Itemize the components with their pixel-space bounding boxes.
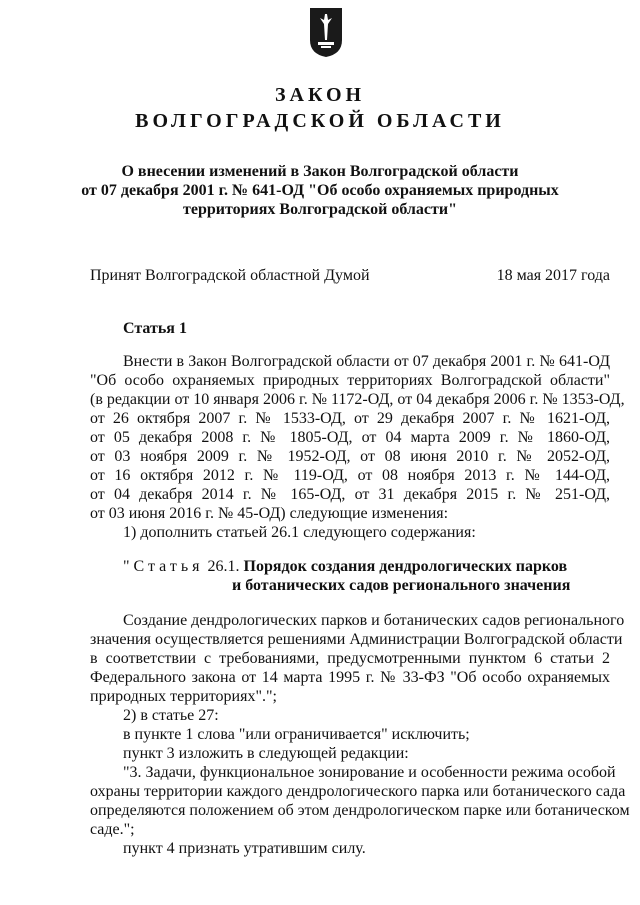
quote-line: определяются положением об этом дендрологическом парке или ботаническом	[90, 802, 630, 819]
paragraph-line: значения осуществляется решениями Администрации Волгоградской области	[90, 631, 623, 648]
quote-line: охраны территории каждого дендрологического парка или ботанического сада	[90, 783, 626, 800]
document-region: ВОЛГОГРАДСКОЙ ОБЛАСТИ	[135, 110, 505, 132]
paragraph-line: от 26 октября 2007 г. № 1533-ОД, от 29 декабря 2007 г. № 1621-ОД,	[90, 410, 610, 427]
new-article-title: Порядок создания дендрологических парков	[243, 558, 568, 575]
paragraph-line: Создание дендрологических парков и ботанических садов регионального	[123, 612, 625, 629]
list-item: 2) в статье 27:	[123, 707, 219, 724]
adopted-by: Принят Волгоградской областной Думой	[90, 267, 370, 284]
paragraph-line: в соответствии с требованиями, предусмотренными пунктом 6 статьи 2	[90, 650, 610, 667]
paragraph-line: Внести в Закон Волгоградской области от 07 декабря 2001 г. № 641-ОД	[123, 353, 610, 370]
paragraph-line: природных территориях".";	[90, 688, 277, 705]
new-article-heading	[123, 557, 567, 576]
subject-line: от 07 декабря 2001 г. № 641-ОД "Об особо охраняемых природных	[81, 182, 559, 199]
document-title: ЗАКОН	[274, 84, 366, 106]
subject-line: О внесении изменений в Закон Волгоградской области	[121, 163, 519, 180]
list-item: в пункте 1 слова "или ограничивается" исключить;	[123, 726, 470, 743]
article-heading: Статья 1	[123, 320, 187, 337]
list-item: пункт 3 изложить в следующей редакции:	[123, 745, 409, 762]
new-article-prefix: "Статья	[123, 558, 204, 575]
new-article-title-cont: и ботанических садов регионального значения	[232, 577, 571, 594]
quote-line: саде.";	[90, 821, 135, 838]
paragraph-line: от 04 декабря 2014 г. № 165-ОД, от 31 декабря 2015 г. № 251-ОД,	[90, 486, 610, 503]
paragraph-line: от 03 июня 2016 г. № 45-ОД) следующие изменения:	[90, 505, 449, 522]
paragraph-line: от 16 октября 2012 г. № 119-ОД, от 08 ноября 2013 г. № 144-ОД,	[90, 467, 610, 484]
paragraph-line: (в редакции от 10 января 2006 г. № 1172-ОД, от 04 декабря 2006 г. № 1353-ОД,	[90, 391, 625, 408]
paragraph-line: Федерального закона от 14 марта 1995 г. № 33-ФЗ "Об особо охраняемых	[90, 669, 610, 686]
adopted-date: 18 мая 2017 года	[496, 267, 610, 284]
list-item: пункт 4 признать утратившим силу.	[123, 840, 366, 857]
paragraph-line: от 03 ноября 2009 г. № 1952-ОД, от 08 июня 2010 г. № 2052-ОД,	[90, 448, 610, 465]
new-article-number: 26.1.	[207, 558, 240, 575]
quote-line: "3. Задачи, функциональное зонирование и особенности режима особой	[123, 764, 616, 781]
coat-of-arms-icon	[308, 6, 344, 58]
paragraph-line: "Об особо охраняемых природных территориях Волгоградской области"	[90, 372, 610, 389]
paragraph-line: от 05 декабря 2008 г. № 1805-ОД, от 04 марта 2009 г. № 1860-ОД,	[90, 429, 610, 446]
list-item: 1) дополнить статьей 26.1 следующего содержания:	[123, 524, 476, 541]
subject-line: территориях Волгоградской области"	[183, 201, 457, 218]
